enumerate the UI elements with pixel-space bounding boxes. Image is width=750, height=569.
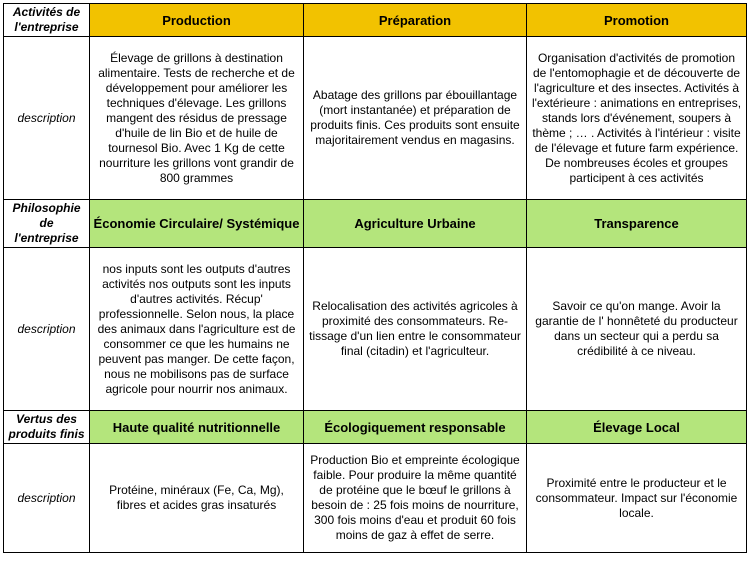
header-economie-circulaire: Économie Circulaire/ Systémique <box>90 200 304 248</box>
description-cell: Organisation d'activités de promotion de l'entomophagie et de découverte de l'agriculture et des insectes. Activités à l'extérieure : animations en entreprises, stands lors d'événement, soupers à thème ; … . Activités à l'intérieur : visite de l'élevage et future farm expérience. De nombreuses écoles et groupes participent à ces activités <box>527 37 747 200</box>
description-label: description <box>4 444 90 553</box>
header-transparence: Transparence <box>527 200 747 248</box>
description-label: description <box>4 248 90 411</box>
header-agriculture-urbaine: Agriculture Urbaine <box>304 200 527 248</box>
description-cell: Proximité entre le producteur et le consommateur. Impact sur l'économie locale. <box>527 444 747 553</box>
row-label-philosophie: Philosophie de l'entreprise <box>4 200 90 248</box>
description-cell: Relocalisation des activités agricoles à proximité des consommateurs. Re-tissage d'un lien entre le consommateur final (citadin) et l'agriculteur. <box>304 248 527 411</box>
table-row <box>4 248 747 411</box>
description-cell: Protéine, minéraux (Fe, Ca, Mg), fibres et acides gras insaturés <box>90 444 304 553</box>
description-cell: nos inputs sont les outputs d'autres activités nos outputs sont les inputs d'autres activités. Récup' professionnelle. Selon nous, la place des animaux dans l'agriculture est de consommer ce que les humains ne peuvent pas manger. De cette façon, nous ne mobilisons pas de surface agricole pour nourrir nos animaux. <box>90 248 304 411</box>
header-elevage-local: Élevage Local <box>527 411 747 444</box>
description-cell: Production Bio et empreinte écologique faible. Pour produire la même quantité de protéine que le bœuf le grillons à besoin de : 25 fois moins de nourriture, 300 fois moins d'eau et produit 60 fois moins de gaz à effet de serre. <box>304 444 527 553</box>
header-preparation: Préparation <box>304 4 527 37</box>
header-haute-qualite: Haute qualité nutritionnelle <box>90 411 304 444</box>
row-label-activites: Activités de l'entreprise <box>4 4 90 37</box>
header-ecologiquement: Écologiquement responsable <box>304 411 527 444</box>
table-row <box>4 200 747 248</box>
description-label: description <box>4 37 90 200</box>
company-overview-table <box>3 3 747 553</box>
row-label-vertus: Vertus des produits finis <box>4 411 90 444</box>
table-row <box>4 411 747 444</box>
header-production: Production <box>90 4 304 37</box>
description-cell: Abatage des grillons par ébouillantage (mort instantanée) et préparation de produits finis. Ces produits sont ensuite majoritairement vendus en magasins. <box>304 37 527 200</box>
table-row <box>4 37 747 200</box>
header-promotion: Promotion <box>527 4 747 37</box>
table-row <box>4 4 747 37</box>
description-cell: Élevage de grillons à destination alimentaire. Tests de recherche et de développement pour améliorer les techniques d'élevage. Les grillons mangent des résidus de pressage d'huile de lin Bio et de huile de tournesol Bio. Avec 1 Kg de cette nourriture les grillons vont grandir de 800 grammes <box>90 37 304 200</box>
table-row <box>4 444 747 553</box>
description-cell: Savoir ce qu'on mange. Avoir la garantie de l' honnêteté du producteur dans un secteur qui a perdu sa crédibilité à ce niveau. <box>527 248 747 411</box>
